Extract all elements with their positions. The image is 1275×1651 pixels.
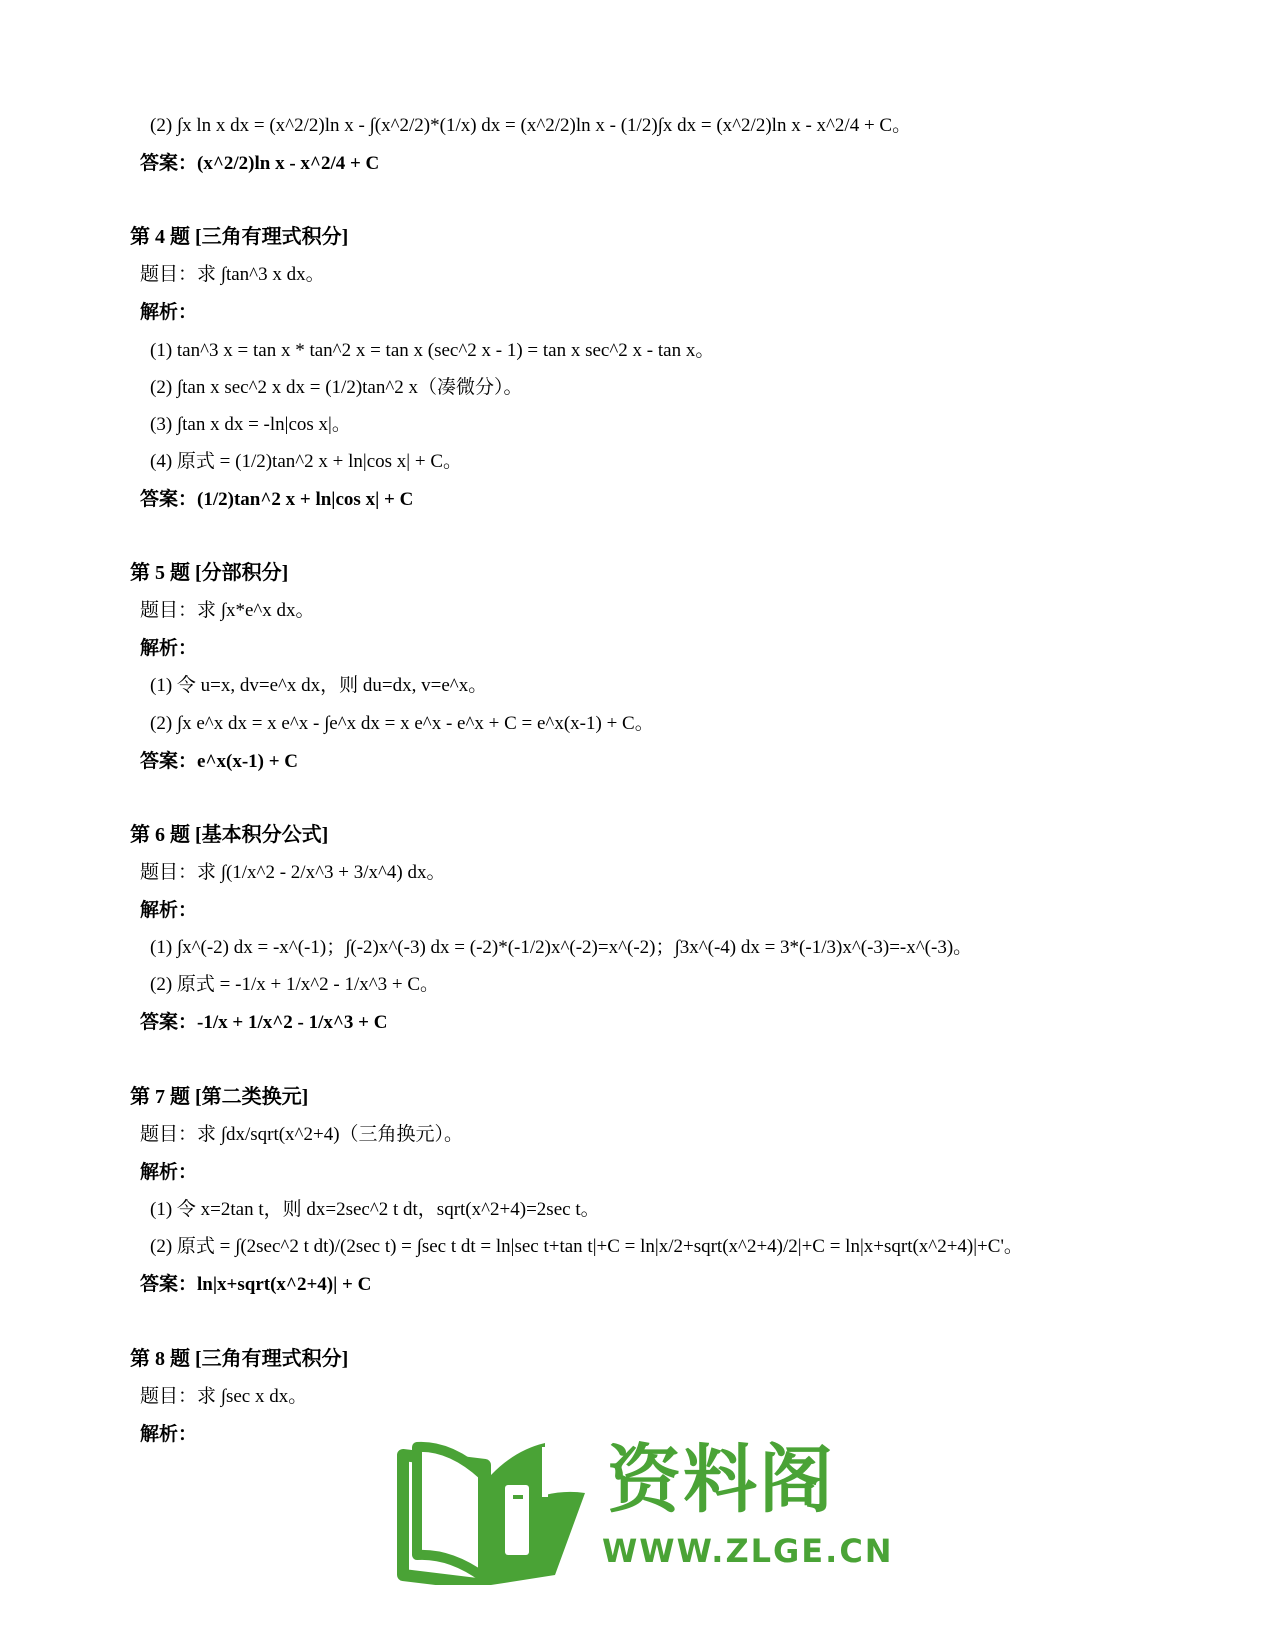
q7-step-1: (1) 令 x=2tan t，则 dx=2sec^2 t dt，sqrt(x^2+4)=2sec t。 xyxy=(150,1199,600,1220)
open-book-icon xyxy=(395,1435,595,1585)
q5-step-1: (1) 令 u=x, dv=e^x dx，则 du=dx, v=e^x。 xyxy=(150,675,488,696)
q5-answer xyxy=(140,749,298,775)
q7-step-2: (2) 原式 = ∫(2sec^2 t dt)/(2sec t) = ∫sec t dt = ln|sec t+tan t|+C = ln|x/2+sqrt(x^2+4)/2|+C = ln|x+sqrt(x^2+4)|+C'。 xyxy=(150,1236,1023,1257)
q4-step-2: (2) ∫tan x sec^2 x dx = (1/2)tan^2 x（凑微分）。 xyxy=(150,377,523,398)
answer-value: e^x(x-1) + C xyxy=(197,751,299,772)
q6-step-1: (1) ∫x^(-2) dx = -x^(-1)；∫(-2)x^(-3) dx = (-2)*(-1/2)x^(-2)=x^(-2)；∫3x^(-4) dx = 3*(-1/3)x^(-3)=-x^(-3)。 xyxy=(150,937,973,958)
q6-analysis-label: 解析： xyxy=(140,900,198,921)
answer-value: (1/2)tan^2 x + ln|cos x| + C xyxy=(197,489,414,510)
q4-analysis-label: 解析： xyxy=(140,302,198,323)
q7-analysis-label: 解析： xyxy=(140,1162,198,1183)
q3-step-2: (2) ∫x ln x dx = (x^2/2)ln x - ∫(x^2/2)*(1/x) dx = (x^2/2)ln x - (1/2)∫x dx = (x^2/2)ln x - x^2/4 + C。 xyxy=(150,115,912,136)
q5-analysis-label: 解析： xyxy=(140,638,198,659)
watermark-url: WWW.ZLGE.CN xyxy=(602,1532,894,1570)
answer-value: (x^2/2)ln x - x^2/4 + C xyxy=(197,153,380,174)
q6-heading: 第 6 题 [基本积分公式] xyxy=(130,824,329,846)
q3-answer xyxy=(140,151,379,177)
q7-answer xyxy=(140,1272,371,1298)
q8-heading: 第 8 题 [三角有理式积分] xyxy=(130,1348,349,1370)
q4-step-3: (3) ∫tan x dx = -ln|cos x|。 xyxy=(150,414,351,435)
q6-problem: 题目：求 ∫(1/x^2 - 2/x^3 + 3/x^4) dx。 xyxy=(140,862,446,883)
q7-heading: 第 7 题 [第二类换元] xyxy=(130,1086,309,1108)
q5-step-2: (2) ∫x e^x dx = x e^x - ∫e^x dx = x e^x - e^x + C = e^x(x-1) + C。 xyxy=(150,713,654,734)
answer-label: 答案： xyxy=(140,1274,198,1295)
q6-step-2: (2) 原式 = -1/x + 1/x^2 - 1/x^3 + C。 xyxy=(150,974,440,995)
answer-label: 答案： xyxy=(140,751,198,772)
q4-answer xyxy=(140,487,413,513)
q4-step-4: (4) 原式 = (1/2)tan^2 x + ln|cos x| + C。 xyxy=(150,451,462,472)
q7-problem: 题目：求 ∫dx/sqrt(x^2+4)（三角换元）。 xyxy=(140,1124,464,1145)
q4-problem: 题目：求 ∫tan^3 x dx。 xyxy=(140,264,325,285)
answer-label: 答案： xyxy=(140,489,198,510)
q8-analysis-label: 解析： xyxy=(140,1424,198,1445)
q8-problem: 题目：求 ∫sec x dx。 xyxy=(140,1386,308,1407)
watermark-name: 资料阁 xyxy=(607,1437,835,1523)
q5-heading: 第 5 题 [分部积分] xyxy=(130,562,289,584)
q5-problem: 题目：求 ∫x*e^x dx。 xyxy=(140,600,315,621)
q6-answer xyxy=(140,1010,387,1036)
answer-label: 答案： xyxy=(140,1012,198,1033)
watermark-logo xyxy=(395,1435,894,1585)
answer-value: ln|x+sqrt(x^2+4)| + C xyxy=(197,1274,372,1295)
q4-step-1: (1) tan^3 x = tan x * tan^2 x = tan x (sec^2 x - 1) = tan x sec^2 x - tan x。 xyxy=(150,340,715,361)
answer-label: 答案： xyxy=(140,153,198,174)
q4-heading: 第 4 题 [三角有理式积分] xyxy=(130,226,349,248)
answer-value: -1/x + 1/x^2 - 1/x^3 + C xyxy=(197,1012,388,1033)
